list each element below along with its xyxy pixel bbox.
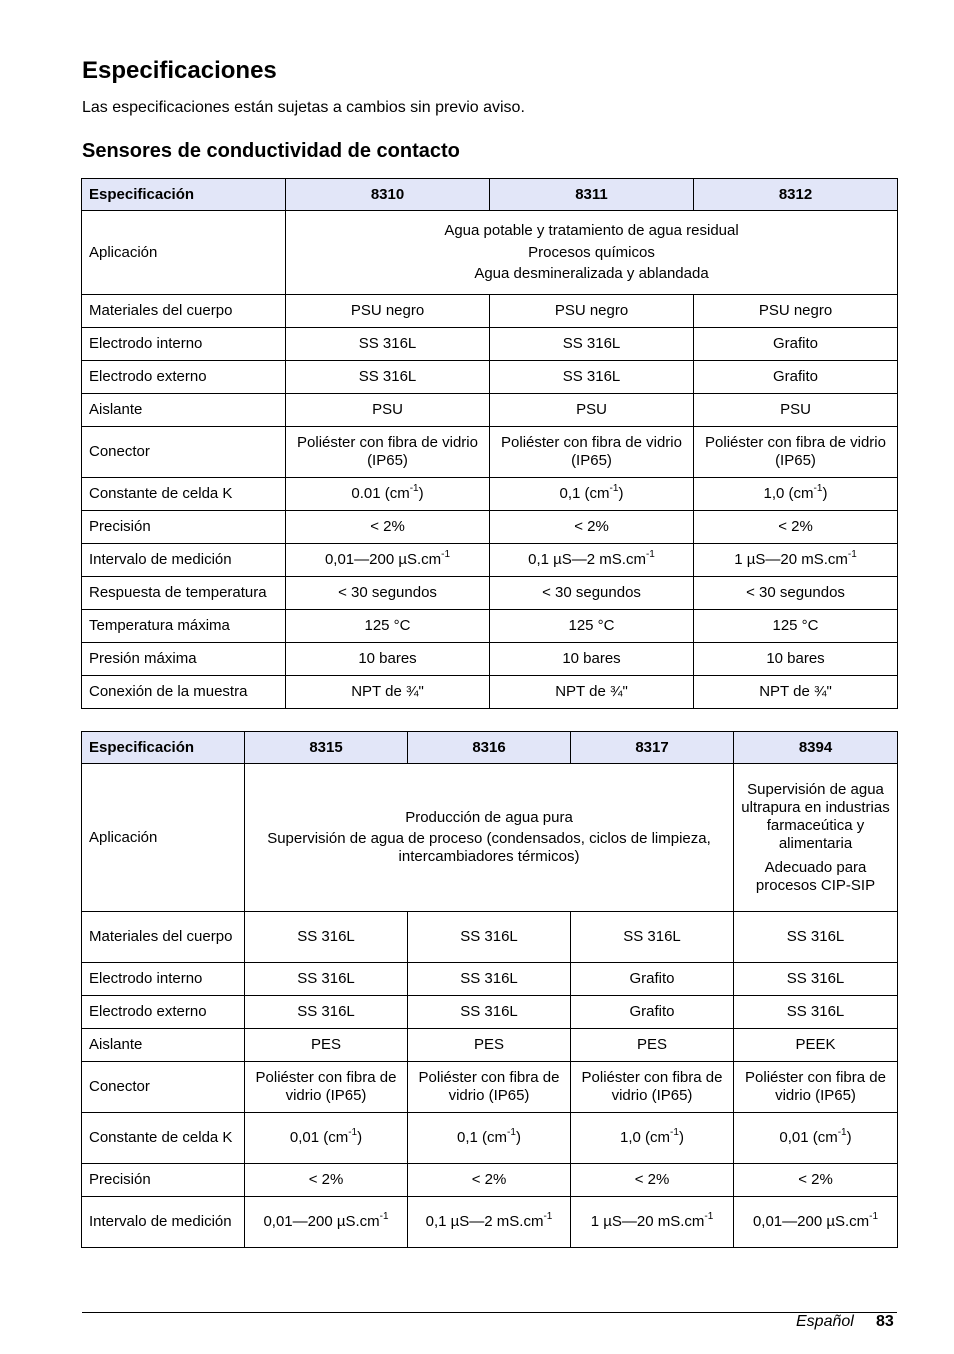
table-cell	[571, 1062, 734, 1113]
table-cell	[286, 328, 490, 361]
table-cell	[571, 1029, 734, 1062]
cell-value: < 2%	[778, 518, 813, 535]
cell-superscript: -1	[543, 1211, 553, 1222]
table-cell	[286, 511, 490, 544]
table-cell	[490, 544, 694, 577]
cell-superscript: -1	[379, 1211, 389, 1222]
table-cell	[571, 1164, 734, 1197]
cell-superscript: -1	[869, 1211, 879, 1222]
table-row	[82, 1197, 898, 1248]
table-cell	[571, 996, 734, 1029]
cell-value: 10 bares	[766, 650, 825, 667]
table-cell	[408, 1113, 571, 1164]
table-cell	[408, 1062, 571, 1113]
row-label: Precisión	[82, 1164, 245, 1197]
table-cell	[490, 394, 694, 427]
table-cell	[286, 544, 490, 577]
header-cell: Especificación	[82, 732, 245, 764]
table-cell	[286, 610, 490, 643]
table-cell	[571, 912, 734, 963]
table-row	[82, 996, 898, 1029]
cell-value: SS 316L	[297, 928, 355, 945]
footer-page-number: 83	[876, 1313, 894, 1330]
table-cell	[694, 427, 898, 478]
cell-value: Grafito	[629, 1003, 675, 1020]
cell-value: PSU	[576, 401, 607, 418]
table-cell	[694, 643, 898, 676]
table-row	[82, 544, 898, 577]
table-cell	[286, 394, 490, 427]
cell-value: PSU negro	[554, 302, 629, 319]
table-cell	[245, 1197, 408, 1248]
cell-value: 1,0 (cm	[763, 485, 814, 502]
cell-value: PSU negro	[758, 302, 833, 319]
cell-value: Poliéster con fibra de vidrio (IP65)	[297, 434, 478, 469]
table-cell	[734, 963, 898, 996]
table-cell	[245, 1113, 408, 1164]
cell-value: 0,1 (cm	[559, 485, 610, 502]
cell-value: Poliéster con fibra de vidrio (IP65)	[255, 1069, 397, 1104]
cell-suffix: )	[618, 485, 624, 502]
row-label: Aplicación	[82, 211, 286, 295]
row-label: Electrodo externo	[82, 996, 245, 1029]
intro-text: Las especificaciones están sujetas a cambios sin previo aviso.	[82, 99, 525, 116]
cell-value: Grafito	[629, 970, 675, 987]
table-cell	[694, 577, 898, 610]
cell-value: PSU negro	[350, 302, 425, 319]
cell-value: SS 316L	[297, 1003, 355, 1020]
table-row	[82, 676, 898, 709]
table-cell	[490, 511, 694, 544]
table-cell	[490, 577, 694, 610]
row-label: Materiales del cuerpo	[82, 912, 245, 963]
table-cell	[408, 1029, 571, 1062]
row-label: Temperatura máxima	[82, 610, 286, 643]
table-cell	[734, 1029, 898, 1062]
row-label: Precisión	[82, 511, 286, 544]
row-label: Intervalo de medición	[82, 544, 286, 577]
cell-value: < 30 segundos	[746, 584, 845, 601]
table-cell	[490, 361, 694, 394]
cell-value: Grafito	[772, 368, 818, 385]
table-cell	[571, 963, 734, 996]
cell-value: Poliéster con fibra de vidrio (IP65)	[418, 1069, 560, 1104]
row-label: Intervalo de medición	[82, 1197, 245, 1248]
table-cell	[408, 1197, 571, 1248]
cell-value: SS 316L	[786, 970, 845, 987]
cell-suffix: )	[678, 1129, 684, 1146]
table-row	[82, 1164, 898, 1197]
cell-superscript: -1	[813, 483, 823, 494]
cell-value: PES	[473, 1036, 504, 1053]
cell-value: 1 µS—20 mS.cm	[590, 1213, 705, 1230]
table-row	[82, 427, 898, 478]
row-label: Conector	[82, 1062, 245, 1113]
header-cell: 8316	[408, 732, 571, 764]
cell-value: Poliéster con fibra de vidrio (IP65)	[745, 1069, 886, 1104]
header-cell: 8312	[694, 179, 898, 211]
table-cell	[490, 478, 694, 511]
cell-suffix: )	[822, 485, 828, 502]
spec-table-2	[81, 731, 898, 1248]
cell-value: 0,1 (cm	[457, 1129, 508, 1146]
cell-value: 0.01 (cm	[351, 485, 410, 502]
table-cell	[286, 643, 490, 676]
cell-value: < 30 segundos	[542, 584, 641, 601]
table-cell	[408, 963, 571, 996]
application-cell	[286, 211, 898, 295]
cell-value: 0,01 (cm	[779, 1129, 838, 1146]
row-label: Constante de celda K	[82, 478, 286, 511]
cell-value: Grafito	[772, 335, 818, 352]
table-row	[82, 1113, 898, 1164]
spec-table-1	[81, 178, 898, 709]
table-cell	[408, 1164, 571, 1197]
table-header-row	[82, 179, 898, 211]
header-cell: 8317	[571, 732, 734, 764]
cell-suffix: )	[846, 1129, 852, 1146]
table-cell	[694, 610, 898, 643]
table-cell	[694, 328, 898, 361]
row-label: Presión máxima	[82, 643, 286, 676]
row-label: Aplicación	[82, 764, 245, 912]
cell-value: Poliéster con fibra de vidrio (IP65)	[705, 434, 886, 469]
table-cell	[245, 912, 408, 963]
table-cell	[490, 676, 694, 709]
row-label: Aislante	[82, 1029, 245, 1062]
cell-superscript: -1	[409, 483, 419, 494]
cell-value: SS 316L	[562, 335, 621, 352]
cell-value: 0,1 µS—2 mS.cm	[528, 551, 646, 568]
table-cell	[245, 1164, 408, 1197]
table-cell	[245, 996, 408, 1029]
cell-value: NPT de ¾"	[351, 683, 424, 700]
cell-value: PES	[310, 1036, 341, 1053]
application-line: Supervisión de agua de proceso (condensados, ciclos de limpieza, intercambiadores térmicos)	[267, 830, 711, 866]
table-cell	[734, 1197, 898, 1248]
cell-value: < 2%	[574, 518, 609, 535]
table-cell	[286, 295, 490, 328]
row-label: Electrodo externo	[82, 361, 286, 394]
table-cell	[734, 1062, 898, 1113]
application-line: Procesos químicos	[528, 243, 655, 261]
table-cell	[694, 361, 898, 394]
cell-value: 1,0 (cm	[620, 1129, 671, 1146]
cell-superscript: -1	[670, 1127, 679, 1138]
cell-value: 0,01 (cm	[289, 1129, 349, 1146]
cell-value: < 2%	[798, 1171, 833, 1188]
application-line: Supervisión de agua ultrapura en industrias farmaceútica y alimentaria	[741, 780, 890, 852]
row-label: Materiales del cuerpo	[82, 295, 286, 328]
cell-value: NPT de ¾"	[759, 683, 832, 700]
table-cell	[694, 295, 898, 328]
cell-value: SS 316L	[562, 368, 621, 385]
table-row	[82, 912, 898, 963]
table-cell	[490, 643, 694, 676]
table-cell	[286, 478, 490, 511]
table-cell	[490, 427, 694, 478]
cell-superscript: -1	[441, 549, 451, 560]
table-cell	[408, 912, 571, 963]
table-cell	[694, 478, 898, 511]
cell-value: PSU	[372, 401, 403, 418]
table-cell	[694, 511, 898, 544]
footer-rule	[82, 1312, 897, 1313]
cell-superscript: -1	[704, 1211, 714, 1222]
table-cell	[571, 1197, 734, 1248]
cell-value: 125 °C	[364, 617, 411, 634]
table-body	[82, 295, 898, 709]
table-row	[82, 610, 898, 643]
table-cell	[286, 676, 490, 709]
table-row	[82, 1029, 898, 1062]
application-line: Adecuado para procesos CIP-SIP	[755, 858, 876, 894]
cell-superscript: -1	[645, 549, 655, 560]
application-row	[82, 211, 898, 295]
cell-superscript: -1	[847, 549, 857, 560]
cell-value: SS 316L	[460, 970, 518, 987]
row-label: Electrodo interno	[82, 963, 245, 996]
cell-superscript: -1	[837, 1127, 847, 1138]
application-row	[82, 764, 898, 912]
header-cell: 8311	[490, 179, 694, 211]
table-cell	[734, 912, 898, 963]
application-cell-8394	[734, 764, 898, 912]
page-title: Especificaciones	[82, 57, 277, 84]
row-label: Conexión de la muestra	[82, 676, 286, 709]
cell-value: < 30 segundos	[338, 584, 437, 601]
cell-value: < 2%	[370, 518, 405, 535]
cell-value: < 2%	[634, 1171, 670, 1188]
row-label: Aislante	[82, 394, 286, 427]
cell-value: PES	[636, 1036, 667, 1053]
table-cell	[245, 1062, 408, 1113]
table-row	[82, 295, 898, 328]
table-cell	[694, 394, 898, 427]
cell-value: Poliéster con fibra de vidrio (IP65)	[501, 434, 682, 469]
table-body	[82, 912, 898, 1248]
cell-value: 1 µS—20 mS.cm	[734, 551, 848, 568]
application-cell	[245, 764, 734, 912]
cell-value: 10 bares	[562, 650, 621, 667]
application-line: Agua desmineralizada y ablandada	[474, 265, 709, 282]
row-label: Respuesta de temperatura	[82, 577, 286, 610]
cell-value: < 2%	[471, 1171, 507, 1188]
cell-value: 0,01—200 µS.cm	[324, 551, 442, 568]
cell-suffix: )	[357, 1129, 363, 1146]
table-cell	[245, 1029, 408, 1062]
cell-value: SS 316L	[786, 1003, 845, 1020]
cell-value: SS 316L	[460, 928, 518, 945]
cell-value: SS 316L	[460, 1003, 518, 1020]
table-row	[82, 478, 898, 511]
cell-superscript: -1	[348, 1127, 358, 1138]
cell-superscript: -1	[609, 483, 619, 494]
footer-language: Español	[796, 1313, 854, 1330]
header-cell: Especificación	[82, 179, 286, 211]
table-cell	[286, 427, 490, 478]
row-label: Electrodo interno	[82, 328, 286, 361]
table-cell	[490, 328, 694, 361]
application-line: Agua potable y tratamiento de agua residual	[444, 222, 739, 239]
application-line: Producción de agua pura	[405, 808, 573, 826]
cell-suffix: )	[515, 1129, 521, 1146]
cell-value: Poliéster con fibra de vidrio (IP65)	[581, 1069, 723, 1104]
table-row	[82, 963, 898, 996]
table-row	[82, 1062, 898, 1113]
cell-value: SS 316L	[786, 928, 845, 945]
header-cell: 8315	[245, 732, 408, 764]
header-cell: 8394	[734, 732, 898, 764]
table-cell	[694, 676, 898, 709]
cell-value: SS 316L	[358, 368, 417, 385]
cell-value: 10 bares	[358, 650, 417, 667]
cell-value: 125 °C	[568, 617, 615, 634]
cell-value: 0,01—200 µS.cm	[263, 1213, 380, 1230]
row-label: Conector	[82, 427, 286, 478]
cell-value: SS 316L	[623, 928, 681, 945]
table-cell	[408, 996, 571, 1029]
table-cell	[734, 1113, 898, 1164]
table-cell	[490, 610, 694, 643]
table-row	[82, 577, 898, 610]
cell-value: PEEK	[795, 1036, 836, 1053]
table-cell	[286, 577, 490, 610]
table-cell	[734, 1164, 898, 1197]
cell-value: 0,1 µS—2 mS.cm	[425, 1213, 544, 1230]
table-cell	[245, 963, 408, 996]
cell-suffix: )	[418, 485, 424, 502]
table-cell	[694, 544, 898, 577]
table-cell	[490, 295, 694, 328]
table-cell	[571, 1113, 734, 1164]
cell-value: SS 316L	[297, 970, 355, 987]
table-cell	[734, 996, 898, 1029]
header-cell: 8310	[286, 179, 490, 211]
cell-superscript: -1	[507, 1127, 516, 1138]
table-row	[82, 511, 898, 544]
table-cell	[286, 361, 490, 394]
table-header-row	[82, 732, 898, 764]
cell-value: < 2%	[308, 1171, 344, 1188]
table-row	[82, 643, 898, 676]
table-row	[82, 361, 898, 394]
cell-value: NPT de ¾"	[555, 683, 628, 700]
row-label: Constante de celda K	[82, 1113, 245, 1164]
cell-value: 0,01—200 µS.cm	[752, 1213, 870, 1230]
cell-value: PSU	[780, 401, 811, 418]
section-title: Sensores de conductividad de contacto	[82, 140, 460, 162]
cell-value: SS 316L	[358, 335, 417, 352]
table-row	[82, 394, 898, 427]
table-row	[82, 328, 898, 361]
cell-value: 125 °C	[772, 617, 819, 634]
